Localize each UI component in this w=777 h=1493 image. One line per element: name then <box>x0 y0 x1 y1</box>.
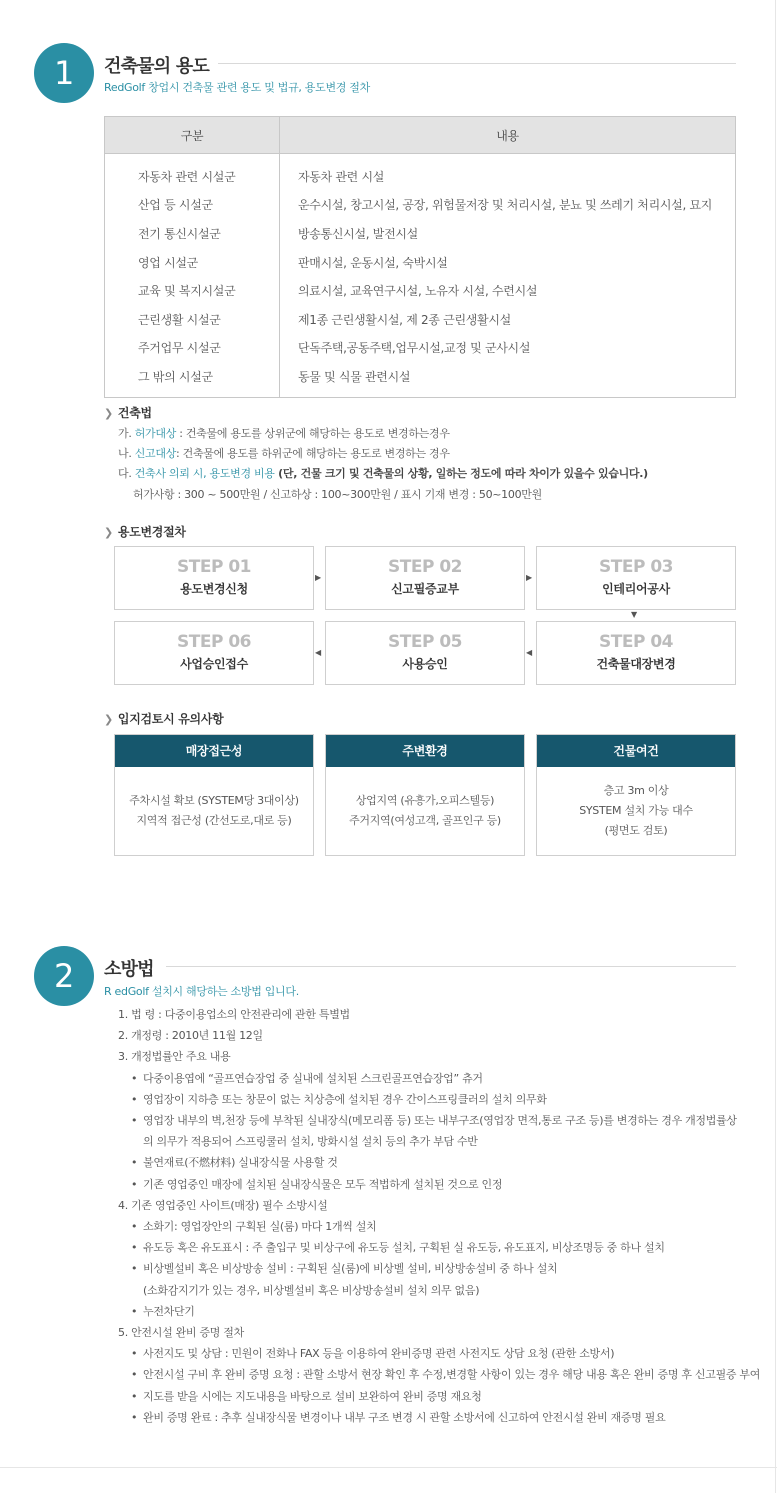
page-right-border <box>775 0 776 1493</box>
step-name: 신고필증교부 <box>391 582 459 596</box>
bullet-icon: • <box>131 1347 138 1361</box>
table-row <box>105 154 736 191</box>
fire-law-line: (소화감지기가 있는 경우, 비상벨설비 혹은 비상방송설비 설치 의무 없음) <box>143 1283 480 1297</box>
fire-law-line: • 안전시설 구비 후 완비 증명 요청 : 관할 소방서 현장 확인 후 수정,변경할 사항이 있는 경우 해당 내용 혹은 완비 증명 후 신고필증 부여 <box>131 1368 761 1382</box>
triangle-left-icon: ◀ <box>526 648 532 657</box>
law-item-architect-cost: 다. 건축사 의뢰 시, 용도변경 비용 (단, 건물 크기 및 건축물의 상황, 일하는 정도에 따라 차이가 있을수 있습니다.) <box>118 467 648 480</box>
table-cell-content: 판매시설, 운동시설, 숙박시설 <box>298 255 448 270</box>
fire-law-line: • 소화기: 영업장안의 구획된 실(룸) 마다 1개씩 설치 <box>131 1220 377 1233</box>
section-title-rule <box>166 966 736 967</box>
table-cell-content: 자동차 관련 시설 <box>298 169 385 184</box>
table-row <box>105 334 736 363</box>
site-card-title: 매장접근성 <box>115 735 313 767</box>
table-cell-content: 동물 및 식물 관련시설 <box>298 369 411 384</box>
table-cell-content: 방송통신시설, 발전시설 <box>298 226 418 241</box>
table-cell-category: 산업 등 시설군 <box>105 191 280 220</box>
table-row <box>105 248 736 277</box>
fire-law-line: 5. 안전시설 완비 증명 절차 <box>118 1326 244 1339</box>
step-card <box>536 621 736 685</box>
section-number-badge: 1 <box>34 43 94 103</box>
step-card <box>325 621 525 685</box>
page-bottom-border <box>0 1467 777 1468</box>
table-cell-category: 교육 및 복지시설군 <box>105 276 280 305</box>
table-header-content: 내용 <box>280 117 736 154</box>
table-cell-category: 전기 통신시설군 <box>105 219 280 248</box>
site-card-body: 주차시설 확보 (SYSTEM당 3대이상) 지역적 접근성 (간선도로,대로 등) <box>129 794 299 827</box>
table-header-row <box>105 117 736 154</box>
bullet-icon: • <box>131 1177 138 1191</box>
site-card-title: 건물여건 <box>537 735 735 767</box>
fire-law-line: • 불연재료(不燃材料) 실내장식물 사용할 것 <box>131 1156 338 1170</box>
step-label: STEP 06 <box>177 632 251 652</box>
table-row <box>105 362 736 397</box>
fire-law-line: • 유도등 혹은 유도표시 : 주 출입구 및 비상구에 유도등 설치, 구획된 실 유도등, 유도표지, 비상조명등 중 하나 설치 <box>131 1241 665 1255</box>
fire-law-line: • 완비 증명 완료 : 추후 실내장식물 변경이나 내부 구조 변경 시 관할 소방서에 신고하여 안전시설 완비 재증명 필요 <box>131 1410 666 1424</box>
bullet-icon: • <box>131 1262 138 1276</box>
table-cell-category: 영업 시설군 <box>105 248 280 277</box>
chevron-right-icon: ❯ <box>104 526 113 539</box>
fire-law-line: • 영업장이 지하층 또는 창문이 없는 치상층에 설치된 경우 간이스프링클러의 설치 의무화 <box>131 1092 547 1106</box>
table-cell-content: 제1종 근린생활시설, 제 2종 근린생활시설 <box>298 312 511 327</box>
section-subtitle: RedGolf 창업시 건축물 관련 용도 및 법규, 용도변경 절차 <box>104 81 370 94</box>
step-name: 사용승인 <box>402 657 448 671</box>
fire-law-line: 2. 개정령 : 2010년 11월 12일 <box>118 1029 263 1043</box>
table-cell-category: 주거업무 시설군 <box>105 334 280 363</box>
triangle-right-icon: ▶ <box>315 573 321 582</box>
law-item-permit: 가. 허가대상 : 건축물에 용도를 상위군에 해당하는 용도로 변경하는경우 <box>118 427 450 440</box>
bullet-icon: • <box>131 1092 138 1106</box>
triangle-down-icon: ▼ <box>631 610 637 619</box>
chevron-right-icon: ❯ <box>104 713 113 726</box>
building-use-table <box>104 116 736 398</box>
bullet-icon: • <box>131 1114 138 1127</box>
section-title: 소방법 <box>104 959 154 980</box>
table-row <box>105 276 736 305</box>
fire-law-line: • 지도를 받을 시에는 지도내용을 바탕으로 설비 보완하여 완비 증명 재요청 <box>131 1389 482 1403</box>
fire-law-line: 4. 기존 영업중인 사이트(매장) 필수 소방시설 <box>118 1198 328 1212</box>
table-header-category: 구분 <box>105 117 280 154</box>
table-cell-content: 의료시설, 교육연구시설, 노유자 시설, 수련시설 <box>298 284 538 299</box>
fire-law-line: • 비상벨설비 혹은 비상방송 설비 : 구획된 실(룸)에 비상벨 설비, 비상방송설비 중 하나 설치 <box>131 1262 558 1276</box>
fire-law-line: • 사전지도 및 상담 : 민원이 전화나 FAX 등을 이용하여 완비증명 관련 사전지도 상담 요청 (관한 소방서) <box>131 1347 615 1361</box>
section-title-rule <box>218 63 736 64</box>
step-card <box>114 546 314 610</box>
fire-law-line: • 누전차단기 <box>131 1304 195 1318</box>
fire-law-line: • 기존 영업중인 매장에 설치된 실내장식물은 모두 적법하게 설치된 것으로 인정 <box>131 1177 503 1191</box>
triangle-left-icon: ◀ <box>315 648 321 657</box>
step-card <box>114 621 314 685</box>
bullet-icon: • <box>131 1304 138 1318</box>
step-label: STEP 03 <box>599 557 673 577</box>
bullet-icon: • <box>131 1368 138 1382</box>
bullet-icon: • <box>131 1220 138 1233</box>
fire-law-line: • 다중이용엽에 “골프연습장업 중 실내에 설치된 스크린골프연습장업” 츄거 <box>131 1071 483 1085</box>
bullet-icon: • <box>131 1156 138 1170</box>
table-cell-category: 근린생활 시설군 <box>105 305 280 334</box>
section-title: 건축물의 용도 <box>104 56 209 77</box>
step-label: STEP 05 <box>388 632 462 652</box>
table-row <box>105 219 736 248</box>
site-card-title: 주변환경 <box>326 735 524 767</box>
step-card <box>325 546 525 610</box>
fire-law-line: 의 의무가 적용되어 스프링쿨러 설치, 방화시설 설치 등의 추가 부담 수반 <box>143 1135 478 1149</box>
step-name: 용도변경신청 <box>180 582 248 596</box>
site-review-heading: ❯ 입지검토시 유의사항 <box>104 712 224 726</box>
procedure-heading: ❯ 용도변경절차 <box>104 525 186 539</box>
section-subtitle: R edGolf 설치시 해당하는 소방법 입니다. <box>104 985 299 998</box>
bullet-icon: • <box>131 1071 138 1085</box>
step-label: STEP 01 <box>177 557 251 577</box>
table-row <box>105 305 736 334</box>
bullet-icon: • <box>131 1410 138 1424</box>
site-card-body: 상업지역 (유흥가,오피스텔등) 주거지역(여성고객, 골프인구 등) <box>349 794 501 827</box>
step-label: STEP 04 <box>599 632 673 652</box>
table-cell-category: 그 밖의 시설군 <box>105 362 280 397</box>
chevron-right-icon: ❯ <box>104 407 113 420</box>
fire-law-line: 3. 개정법률안 주요 내용 <box>118 1050 231 1064</box>
step-card <box>536 546 736 610</box>
table-row <box>105 191 736 220</box>
triangle-right-icon: ▶ <box>526 573 532 582</box>
table-cell-content: 단독주택,공동주택,업무시설,교정 및 군사시설 <box>298 341 531 356</box>
site-card <box>114 734 314 856</box>
step-name: 인테리어공사 <box>602 582 670 596</box>
law-item-report: 나. 신고대상: 건축물에 용도를 하위군에 해당하는 용도로 변경하는 경우 <box>118 447 450 460</box>
step-label: STEP 02 <box>388 557 462 577</box>
site-card <box>325 734 525 856</box>
table-cell-content: 운수시설, 창고시설, 공장, 위험물저장 및 처리시설, 분뇨 및 쓰레기 처리시설, 묘지 <box>298 198 713 213</box>
bullet-icon: • <box>131 1389 138 1403</box>
law-cost-detail: 허가사항 : 300 ~ 500만원 / 신고하상 : 100~300만원 / 표시 기재 변경 : 50~100만원 <box>133 488 542 501</box>
fire-law-line: 1. 법 령 : 다중이용업소의 안전관리에 관한 특별법 <box>118 1008 350 1021</box>
bullet-icon: • <box>131 1241 138 1255</box>
section-number-badge: 2 <box>34 946 94 1006</box>
step-name: 건축물대장변경 <box>596 657 676 671</box>
table-cell-category: 자동차 관련 시설군 <box>105 154 280 191</box>
site-card-body: 층고 3m 이상 SYSTEM 설치 가능 대수 (평면도 검토) <box>579 784 693 837</box>
site-card <box>536 734 736 856</box>
step-name: 사업승인접수 <box>180 657 248 671</box>
building-law-heading: ❯ 건축법 <box>104 406 152 420</box>
fire-law-line: • 영업장 내부의 벽,천장 등에 부착된 실내장식(메모리폼 등) 또는 내부구조(영업장 면적,통로 구조 등)를 변경하는 경우 개정법률상 <box>131 1114 737 1127</box>
